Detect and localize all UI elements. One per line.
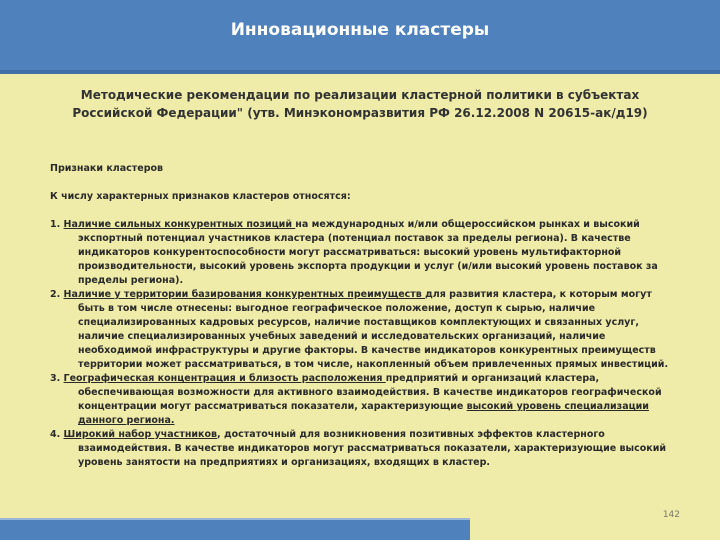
item-text: для развития кластера, к которым могут быть в том числе отнесены: выгодное географическое положение, доступ к сырью, наличие специализированных кадровых ресурсов, наличие поставщиков комплектующих и связанных услуг, наличие специализированных учебных заведений и исследовательских организаций, наличие необходимой инфраструктуры и другие факторы. В качестве индикаторов конкурентных преимуществ территории может рассматриваться, в том числе, накопленный объем привлеченных прямых инвестиций. bbox=[78, 289, 669, 370]
footer-line bbox=[0, 518, 470, 520]
item-lead: Географическая концентрация и близость расположения bbox=[63, 373, 386, 384]
section-heading: Признаки кластеров bbox=[50, 163, 164, 174]
list-item-4 bbox=[50, 428, 676, 470]
footer-band bbox=[0, 518, 470, 540]
item-number: 3. bbox=[50, 373, 64, 384]
intro-text: К числу характерных признаков кластеров относятся: bbox=[50, 191, 351, 202]
page-number: 142 bbox=[662, 510, 680, 520]
body-text bbox=[50, 162, 676, 470]
slide-title: Инновационные кластеры bbox=[230, 20, 490, 40]
document-reference-line1: Методические рекомендации по реализации кластерной политики в субъектах bbox=[80, 88, 640, 102]
header-stripe bbox=[0, 70, 720, 74]
item-lead: Наличие сильных конкурентных позиций bbox=[63, 219, 296, 230]
list-item-1 bbox=[50, 218, 676, 288]
document-reference-line2: Российской Федерации" (утв. Минэкономразвития РФ 26.12.2008 N 20615-ак/д19) bbox=[72, 106, 648, 120]
item-number: 4. bbox=[50, 429, 64, 440]
item-text: , достаточный для возникновения позитивных эффектов кластерного взаимодействия. В качестве индикаторов могут рассматриваться показатели, характеризующие высокий уровень занятости на предприятиях и организациях, входящих в кластер. bbox=[78, 429, 667, 468]
item-text: на международных и/или общероссийском рынках и высокий экспортный потенциал участников кластера (потенциал поставок за пределы региона). В качестве индикаторов конкурентоспособности могут рассматриваться: высокий уровень мультифакторной производительности, высокий уровень экспорта продукции и услуг (и/или высокий уровень поставок за пределы региона). bbox=[78, 219, 658, 286]
item-lead: Наличие у территории базирования конкурентных преимуществ bbox=[63, 289, 426, 300]
list-item-2 bbox=[50, 288, 676, 372]
document-reference bbox=[40, 86, 680, 122]
item-number: 1. bbox=[50, 219, 64, 230]
item-number: 2. bbox=[50, 289, 64, 300]
list-item-3 bbox=[50, 372, 676, 428]
item-text: предприятий и организаций кластера, обеспечивающая возможности для активного взаимодействия. В качестве индикаторов географической концентрации могут рассматриваться показатели, характеризующие bbox=[78, 373, 662, 412]
item-tail: высокий уровень специализации данного региона. bbox=[78, 401, 649, 426]
item-lead: Широкий набор участников bbox=[63, 429, 218, 440]
